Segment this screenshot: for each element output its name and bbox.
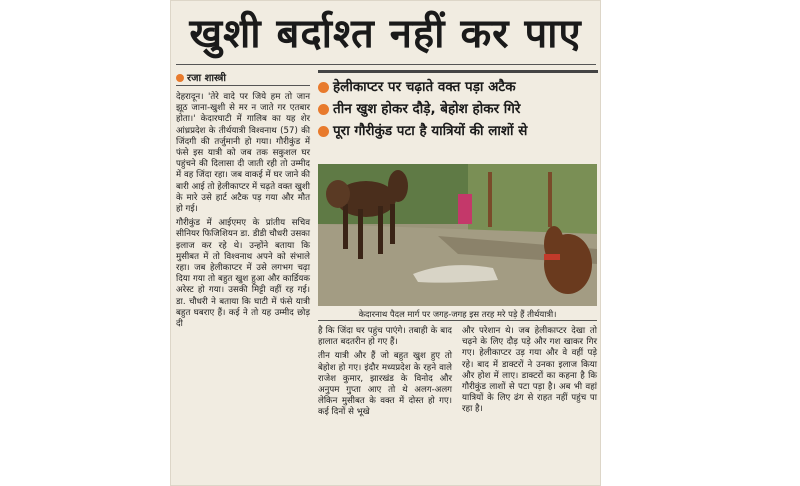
bullet-icon (318, 126, 329, 137)
horses-on-trail-image (318, 164, 597, 306)
column-1-paragraph-1: देहरादून। 'तेरे वादे पर जिये हम तो जान झूठ जाना-खुशी से मर न जाते गर एतबार होता।' केदारघाटी में गालिब का यह शेर आंध्रप्रदेश के तीर्थयात्री विश्वनाथ (57) की जिंदगी की तर्जुमानी हो गया। गौरीकुंड में फंसे इस यात्री को जब तक सकुशल घर पहुंचने की दिलासा दी जाती रही तो उम्मीद में वह जिंदा रहा। जब वाकई में घर जाने की बारी आई तो हेलीकाप्टर में चढ़ते वक्त खुशी के मारे उसे हार्ट अटैक पड़ गया और मौत हो गई। (176, 92, 310, 215)
byline-rule (176, 85, 310, 86)
column-3 (462, 326, 597, 419)
highlight-item: पूरा गौरीकुंड पटा है यात्रियों की लाशों से (318, 120, 598, 142)
byline-text: रजा शास्त्री (187, 73, 226, 84)
byline (176, 70, 226, 84)
highlight-item: हेलीकाप्टर पर चढ़ाते वक्त पड़ा अटैक (318, 76, 598, 98)
column-3-paragraph-1: और परेशान थे। जब हेलीकाप्टर देखा तो चढ़ने के लिए दौड़ पड़े और गश खाकर गिर गए। हेलीकाप्टर उड़ गया और वे वहीं पड़े रहे। बाद में डाक्टरों ने उनका इलाज किया और होश में लाए। डाक्टरों का कहना है कि गौरीकुंड लाशों से पटा पड़ा है। अब भी वहां यात्रियों के लिए ढंग से राहत नहीं पहुंच पा रहा है। (462, 326, 597, 415)
caption-rule (318, 320, 597, 321)
headline-rule (176, 64, 596, 65)
news-photo (318, 164, 597, 306)
byline-bullet-icon (176, 74, 184, 82)
column-1 (176, 92, 310, 333)
column-1-paragraph-2: गौरीकुंड में आईएमए के प्रांतीय सचिव सीनियर फिजिशियन डा. डीडी चौधरी उसका इलाज कर रहे थे। उन्होंने बताया कि मुसीबत में तो विश्वनाथ अपने को संभाले रहा। जब हेलीकाप्टर में उसे लगभग चढ़ा दिया गया तो बहुत खुश हुआ और कार्डियक अरेस्ट हो गया। उसकी मिट्टी वहीं रह गई। डा. चौधरी ने बताया कि घाटी में फंसे यात्री बहुत घबराए हैं। कई ने तो यह उम्मीद छोड़ दी (176, 218, 310, 330)
highlights-list (318, 76, 598, 142)
newspaper-clipping (170, 0, 601, 486)
headline: खुशी बर्दाश्त नहीं कर पाए (189, 10, 582, 57)
bullet-icon (318, 82, 329, 93)
bullet-icon (318, 104, 329, 115)
column-2-paragraph-1: है कि जिंदा घर पहुंच पाएंगे। तबाही के बाद हालात बदतरीन हो गए हैं। (318, 326, 452, 348)
column-2 (318, 326, 452, 422)
photo-caption: केदारनाथ पैदल मार्ग पर जगह-जगह इस तरह मरे पड़े हैं तीर्थयात्री। (358, 309, 557, 319)
highlight-item: तीन खुश होकर दौड़े, बेहोश होकर गिरे (318, 98, 598, 120)
column-2-paragraph-2: तीन यात्री और हैं जो बहुत खुश हुए तो बेहोश हो गए। इंदौर मध्यप्रदेश के रहने वाले राजेश कुमार, झारखंड के विनोद और अनुपम गुप्ता आए तो थे अलग-अलग लेकिन मुसीबत के वक्त में दोस्त हो गए। कई दिनों से भूखे (318, 351, 452, 418)
highlights-top-rule (318, 70, 598, 73)
